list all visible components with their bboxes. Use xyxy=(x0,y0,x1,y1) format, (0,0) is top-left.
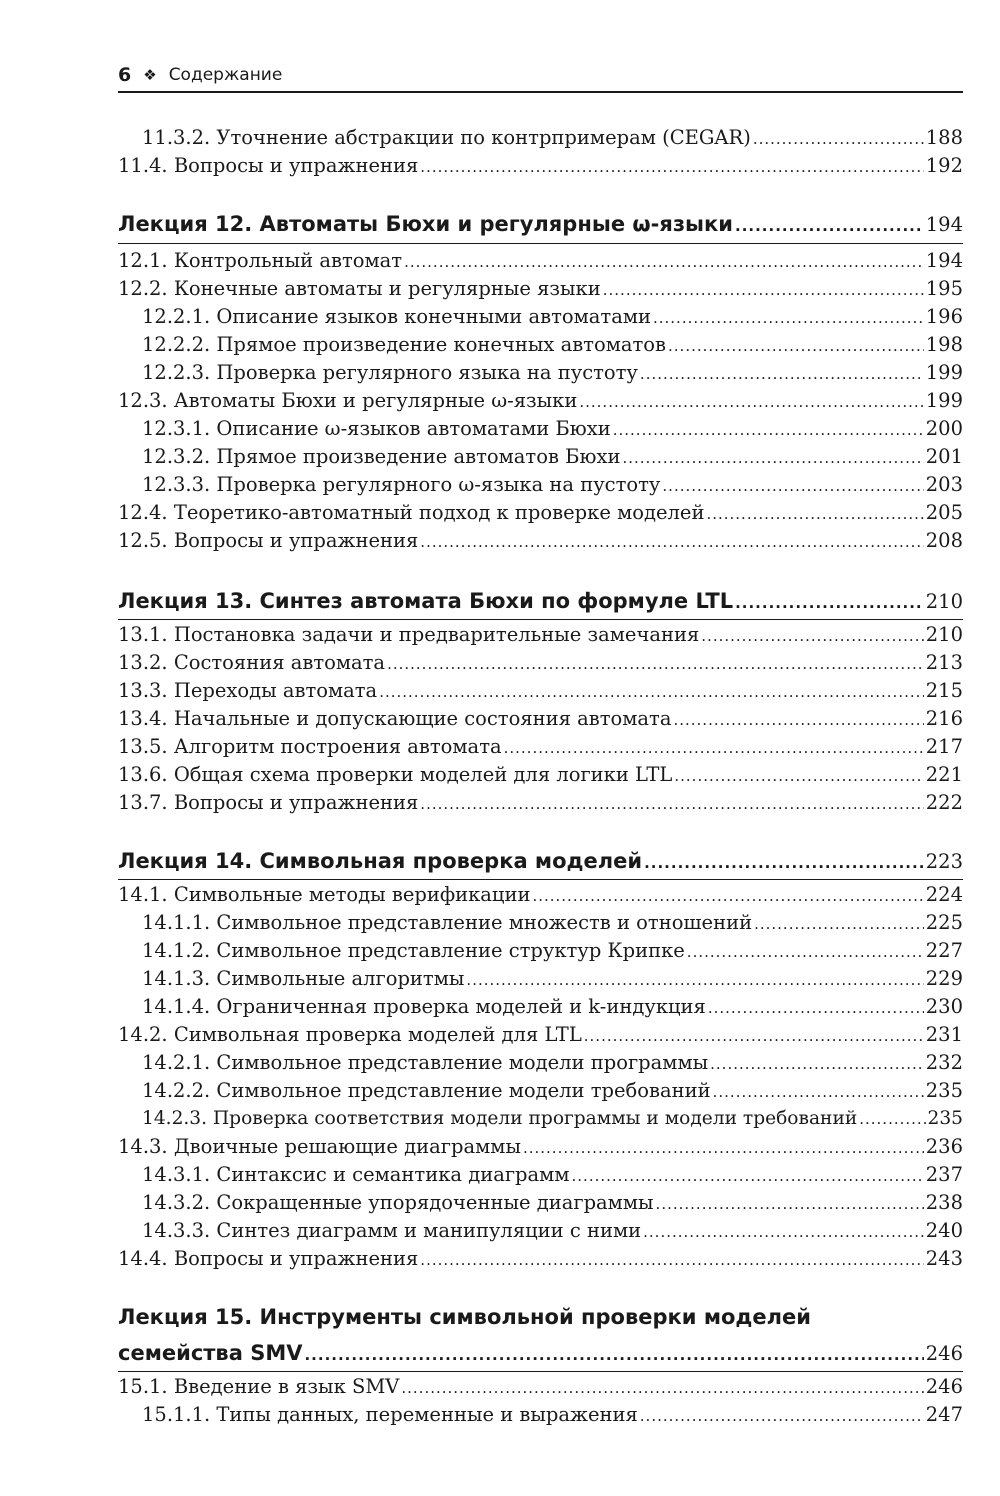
toc-entry[interactable] xyxy=(118,275,963,303)
toc-entry[interactable] xyxy=(118,705,963,733)
leader-dots xyxy=(640,360,924,388)
toc-entry[interactable] xyxy=(118,359,963,387)
toc-entry-title: 11.3.2. Уточнение абстракции по контрпримерам (CEGAR) xyxy=(142,126,751,149)
leader-dots xyxy=(701,622,923,650)
toc-entry[interactable] xyxy=(118,1401,963,1429)
leader-dots xyxy=(579,388,923,416)
toc-entry-page: 238 xyxy=(925,1191,963,1214)
leader-dots xyxy=(613,416,924,444)
toc-entry-title: 14.1.3. Символьные алгоритмы xyxy=(142,967,465,990)
toc-entry[interactable] xyxy=(118,1133,963,1161)
leader-dots xyxy=(622,444,923,472)
page-number: 6 xyxy=(118,64,132,86)
toc-entry-page: 192 xyxy=(925,154,963,177)
toc-entry-page: 201 xyxy=(925,445,963,468)
toc-entry[interactable] xyxy=(118,621,963,649)
toc-lecture-heading-line[interactable]: Лекция 15. Инструменты символьной проверки моделей xyxy=(118,1305,811,1329)
leader-dots xyxy=(708,994,924,1022)
toc-entry[interactable] xyxy=(118,443,963,471)
toc-entry[interactable] xyxy=(118,1021,963,1049)
toc-entry-page: 235 xyxy=(925,1079,963,1102)
leader-dots xyxy=(753,125,924,153)
toc-entry-page: 213 xyxy=(925,651,963,674)
toc-entry-title: 12.3. Автоматы Бюхи и регулярные ω-языки xyxy=(118,389,578,412)
toc-entry-page: 215 xyxy=(925,679,963,702)
leader-dots xyxy=(504,734,924,762)
toc-entry-title: 12.3.1. Описание ω-языков автоматами Бюхи xyxy=(142,417,611,440)
leader-dots xyxy=(420,153,923,181)
toc-entry-title: 14.3.2. Сокращенные упорядоченные диаграммы xyxy=(142,1191,654,1214)
toc-entry-title: 14.2.2. Символьное представление модели требований xyxy=(142,1079,711,1102)
toc-entry-title: 12.5. Вопросы и упражнения xyxy=(118,529,419,552)
toc-entry-title: 13.1. Постановка задачи и предварительные замечания xyxy=(118,623,700,646)
toc-entry-page: 224 xyxy=(925,883,963,906)
leader-dots xyxy=(401,1374,923,1402)
toc-entry[interactable] xyxy=(118,1049,963,1077)
toc-entry[interactable] xyxy=(118,993,963,1021)
toc-entry[interactable] xyxy=(118,527,963,555)
toc-entry-page: 216 xyxy=(925,707,963,730)
toc-entry-page: 246 xyxy=(925,1342,963,1365)
toc-entry-page: 247 xyxy=(925,1403,963,1426)
toc-entry-title: семейства SMV xyxy=(118,1341,303,1365)
toc-entry-title: 13.7. Вопросы и упражнения xyxy=(118,791,419,814)
toc-entry-page: 194 xyxy=(925,249,963,272)
toc-entry-title: Лекция 12. Автоматы Бюхи и регулярные ω-языки xyxy=(118,212,733,236)
toc-entry-page: 195 xyxy=(925,277,963,300)
toc-entry[interactable] xyxy=(118,733,963,761)
toc-entry-title: 13.4. Начальные и допускающие состояния автомата xyxy=(118,707,672,730)
toc-lecture-heading[interactable] xyxy=(118,845,963,877)
toc-entry-page: 198 xyxy=(925,333,963,356)
ornament-icon: ❖ xyxy=(143,65,157,84)
leader-dots xyxy=(304,1339,923,1371)
toc-entry[interactable] xyxy=(118,247,963,275)
leader-dots xyxy=(754,910,924,938)
toc-entry-title: 12.2. Конечные автоматы и регулярные языки xyxy=(118,277,601,300)
leader-dots xyxy=(584,1022,924,1050)
toc-entry-title: 12.1. Контрольный автомат xyxy=(118,249,403,272)
toc-lecture-heading[interactable] xyxy=(118,1337,963,1369)
toc-entry-title: 11.4. Вопросы и упражнения xyxy=(118,154,419,177)
lecture-rule xyxy=(118,243,963,244)
toc-entry[interactable] xyxy=(118,387,963,415)
toc-lecture-heading[interactable] xyxy=(118,208,963,240)
leader-dots xyxy=(379,678,924,706)
toc-entry-page: 230 xyxy=(925,995,963,1018)
toc-entry-page: 199 xyxy=(925,361,963,384)
lecture-rule xyxy=(118,1371,963,1372)
toc-entry[interactable] xyxy=(118,937,963,965)
toc-entry[interactable] xyxy=(118,649,963,677)
toc-lecture-heading[interactable] xyxy=(118,585,963,617)
toc-entry[interactable] xyxy=(118,1105,963,1133)
leader-dots xyxy=(523,1134,924,1162)
toc-entry-title: 14.2. Символьная проверка моделей для LTL xyxy=(118,1023,582,1046)
toc-entry-page: 188 xyxy=(925,126,963,149)
toc-entry[interactable] xyxy=(118,415,963,443)
leader-dots xyxy=(673,706,923,734)
leader-dots xyxy=(662,472,923,500)
leader-dots xyxy=(713,1078,924,1106)
toc-entry-title: 12.2.1. Описание языков конечными автоматами xyxy=(142,305,651,328)
lecture-rule xyxy=(118,879,963,880)
header-rule xyxy=(118,91,963,93)
toc-entry-title: 14.3.1. Синтаксис и семантика диаграмм xyxy=(142,1163,570,1186)
toc-entry-page: 235 xyxy=(927,1108,963,1129)
toc-entry[interactable] xyxy=(118,1077,963,1105)
toc-entry[interactable] xyxy=(118,331,963,359)
toc-entry-page: 208 xyxy=(925,529,963,552)
leader-dots xyxy=(387,650,924,678)
leader-dots xyxy=(640,1402,924,1430)
toc-entry-title: 13.5. Алгоритм построения автомата xyxy=(118,735,502,758)
toc-entry-title: 15.1. Введение в язык SMV xyxy=(118,1375,400,1398)
toc-entry-title: 12.3.3. Проверка регулярного ω-языка на пустоту xyxy=(142,473,661,496)
toc-entry-page: 223 xyxy=(925,850,963,873)
toc-entry-page: 199 xyxy=(925,389,963,412)
toc-entry-title: 14.1.1. Символьное представление множеств и отношений xyxy=(142,911,753,934)
toc-entry-title: 13.3. Переходы автомата xyxy=(118,679,378,702)
toc-entry[interactable] xyxy=(118,471,963,499)
toc-entry-page: 227 xyxy=(925,939,963,962)
leader-dots xyxy=(603,276,924,304)
toc-entry-page: 203 xyxy=(925,473,963,496)
toc-entry-page: 196 xyxy=(925,305,963,328)
leader-dots xyxy=(653,304,924,332)
toc-entry[interactable] xyxy=(118,1189,963,1217)
leader-dots xyxy=(572,1162,924,1190)
toc-entry-page: 237 xyxy=(925,1163,963,1186)
toc-entry-title: 14.2.1. Символьное представление модели программы xyxy=(142,1051,709,1074)
leader-dots xyxy=(532,882,923,910)
toc-entry-title: 13.2. Состояния автомата xyxy=(118,651,386,674)
toc-entry-page: 240 xyxy=(925,1219,963,1242)
toc-entry-page: 205 xyxy=(925,501,963,524)
running-head-title: Содержание xyxy=(168,65,283,85)
toc-entry-title: 14.1.2. Символьное представление структур Крипке xyxy=(142,939,685,962)
toc-entry-page: 243 xyxy=(925,1247,963,1270)
toc-entry-title: 14.4. Вопросы и упражнения xyxy=(118,1247,419,1270)
toc-entry[interactable] xyxy=(118,909,963,937)
lecture-rule xyxy=(118,619,963,620)
toc-entry-title: 14.1. Символьные методы верификации xyxy=(118,883,531,906)
toc-entry[interactable] xyxy=(118,124,963,152)
leader-dots xyxy=(706,500,923,528)
toc-entry[interactable] xyxy=(118,499,963,527)
toc-entry[interactable] xyxy=(118,789,963,817)
toc-entry[interactable] xyxy=(118,1373,963,1401)
toc-entry-title: 14.1.4. Ограниченная проверка моделей и k-индукция xyxy=(142,995,706,1018)
toc-entry[interactable] xyxy=(118,1245,963,1273)
toc-entry-title: 12.2.2. Прямое произведение конечных автоматов xyxy=(142,333,667,356)
leader-dots xyxy=(668,332,924,360)
leader-dots xyxy=(687,938,924,966)
toc-entry-title: 14.3.3. Синтез диаграмм и манипуляции с ними xyxy=(142,1219,642,1242)
toc-entry[interactable] xyxy=(118,965,963,993)
leader-dots xyxy=(656,1190,924,1218)
toc-entry-page: 200 xyxy=(925,417,963,440)
leader-dots xyxy=(674,762,923,790)
toc-entry[interactable] xyxy=(118,1161,963,1189)
leader-dots xyxy=(735,587,924,619)
leader-dots xyxy=(420,1246,923,1274)
toc-entry-page: 210 xyxy=(925,590,963,613)
leader-dots xyxy=(404,248,924,276)
toc-entry-page: 236 xyxy=(925,1135,963,1158)
leader-dots xyxy=(643,1218,924,1246)
toc-entry[interactable] xyxy=(118,1217,963,1245)
toc-entry[interactable] xyxy=(118,881,963,909)
toc-entry-page: 194 xyxy=(925,213,963,236)
toc-entry[interactable] xyxy=(118,677,963,705)
leader-dots xyxy=(859,1105,925,1133)
toc-entry-page: 222 xyxy=(925,791,963,814)
toc-entry-page: 210 xyxy=(925,623,963,646)
toc-entry-page: 217 xyxy=(925,735,963,758)
leader-dots xyxy=(466,966,923,994)
toc-entry-title: 13.6. Общая схема проверки моделей для логики LTL xyxy=(118,763,673,786)
toc-entry-title: 14.2.3. Проверка соответствия модели программы и модели требований xyxy=(142,1108,858,1129)
leader-dots xyxy=(735,210,924,242)
toc-entry-page: 246 xyxy=(925,1375,963,1398)
toc-entry[interactable] xyxy=(118,761,963,789)
leader-dots xyxy=(710,1050,924,1078)
toc-entry-page: 229 xyxy=(925,967,963,990)
toc-entry-page: 231 xyxy=(925,1023,963,1046)
leader-dots xyxy=(420,790,923,818)
running-head xyxy=(118,62,963,88)
toc-entry-title: 15.1.1. Типы данных, переменные и выражения xyxy=(142,1403,638,1426)
toc-entry-title: 12.3.2. Прямое произведение автоматов Бюхи xyxy=(142,445,621,468)
toc-entry[interactable] xyxy=(118,152,963,180)
toc-entry-title: 14.3. Двоичные решающие диаграммы xyxy=(118,1135,521,1158)
toc-entry-page: 232 xyxy=(925,1051,963,1074)
toc-entry-title: 12.2.3. Проверка регулярного языка на пустоту xyxy=(142,361,638,384)
toc-entry-title: Лекция 14. Символьная проверка моделей xyxy=(118,849,643,873)
toc-entry[interactable] xyxy=(118,303,963,331)
leader-dots xyxy=(420,528,923,556)
toc-entry-title: 12.4. Теоретико-автоматный подход к проверке моделей xyxy=(118,501,705,524)
toc-entry-page: 225 xyxy=(925,911,963,934)
toc-entry-page: 221 xyxy=(925,763,963,786)
toc-entry-title: Лекция 13. Синтез автомата Бюхи по формуле LTL xyxy=(118,589,734,613)
leader-dots xyxy=(644,847,924,879)
